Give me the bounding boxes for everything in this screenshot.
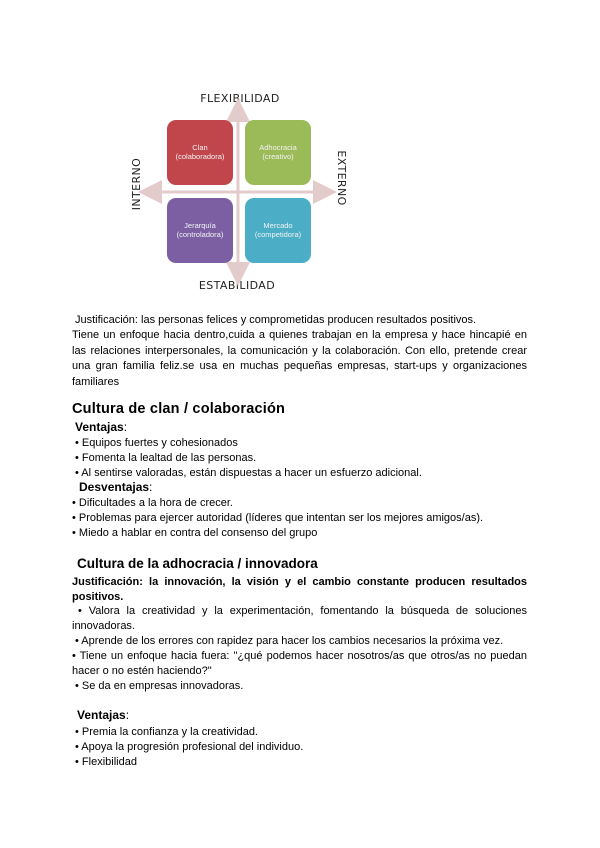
adhocracia-body-line: • Valora la creatividad y la experimentación, fomentando la búsqueda de soluciones [78, 605, 527, 617]
clan-ventajas-heading: Ventajas: [75, 420, 128, 434]
adhocracia-justification: positivos. [72, 591, 124, 603]
adhocracia-title: Cultura de la adhocracia / innovadora [77, 556, 318, 571]
svg-text:Mercado: Mercado [263, 221, 293, 230]
svg-text:Adhocracia: Adhocracia [259, 143, 297, 152]
clan-desventaja-item: • Problemas para ejercer autoridad (líderes que intentan ser los mejores amigos/as). [72, 512, 484, 524]
left-axis-label: INTERNO [130, 157, 143, 211]
quadrant-mercado [245, 198, 311, 263]
right-axis-label: EXTERNO [335, 150, 348, 206]
intro-line: las relaciones interpersonales, la comunicación y la colaboración. Con ello, pretende crear [72, 344, 527, 357]
culture-quadrant-diagram [120, 84, 360, 294]
clan-ventaja-item: • Equipos fuertes y cohesionados [75, 437, 238, 449]
adhocracia-ventaja-item: • Flexibilidad [75, 756, 137, 768]
svg-text:(colaboradora): (colaboradora) [175, 152, 225, 161]
adhocracia-ventaja-item: • Apoya la progresión profesional del individuo. [75, 741, 304, 753]
intro-line: Tiene un enfoque hacia dentro,cuida a quienes trabajan en la empresa y hace hincapié en [72, 329, 527, 341]
clan-ventaja-item: • Fomenta la lealtad de las personas. [75, 452, 257, 464]
intro-line: una gran familia feliz.se usa en muchas pequeñas empresas, start-ups y organizaciones [72, 360, 527, 372]
svg-text:(controladora): (controladora) [176, 230, 224, 239]
intro-justification: Justificación: las personas felices y comprometidas producen resultados positivos. [75, 314, 477, 326]
adhocracia-body-line: hacer o no estén haciendo?" [72, 665, 212, 677]
clan-desventaja-item: • Miedo a hablar en contra del consenso del grupo [72, 527, 318, 539]
adhocracia-body-line: innovadoras. [72, 620, 135, 632]
quadrant-adhocracia [245, 120, 311, 185]
intro-line: familiares [72, 375, 120, 388]
svg-text:Clan: Clan [192, 143, 208, 152]
bottom-axis-label: ESTABILIDAD [198, 279, 276, 292]
top-axis-label: FLEXIBILIDAD [200, 92, 280, 105]
clan-desventaja-item: • Dificultades a la hora de crecer. [72, 497, 233, 509]
adhocracia-body-line: • Aprende de los errores con rapidez para hacer los cambios necesarios la próxima vez. [75, 635, 504, 647]
adhocracia-ventajas-heading: Ventajas: [77, 708, 130, 722]
svg-text:Jerarquía: Jerarquía [184, 221, 216, 230]
adhocracia-body-line: • Tiene un enfoque hacia fuera: "¿qué podemos hacer nosotros/as que otros/as no puedan [72, 650, 527, 662]
clan-title: Cultura de clan / colaboración [72, 401, 286, 417]
svg-text:(creativo): (creativo) [262, 152, 294, 161]
clan-desventajas-heading: Desventajas: [79, 480, 153, 494]
adhocracia-justification: Justificación: la innovación, la visión y el cambio constante producen resultados [72, 576, 527, 588]
adhocracia-ventaja-item: • Premia la confianza y la creatividad. [75, 726, 258, 738]
quadrant-clan [167, 120, 233, 185]
quadrant-jerarquia [167, 198, 233, 263]
svg-text:(competidora): (competidora) [254, 230, 302, 239]
adhocracia-body-line: • Se da en empresas innovadoras. [75, 680, 244, 692]
clan-ventaja-item: • Al sentirse valoradas, están dispuestas a hacer un esfuerzo adicional. [75, 467, 422, 479]
